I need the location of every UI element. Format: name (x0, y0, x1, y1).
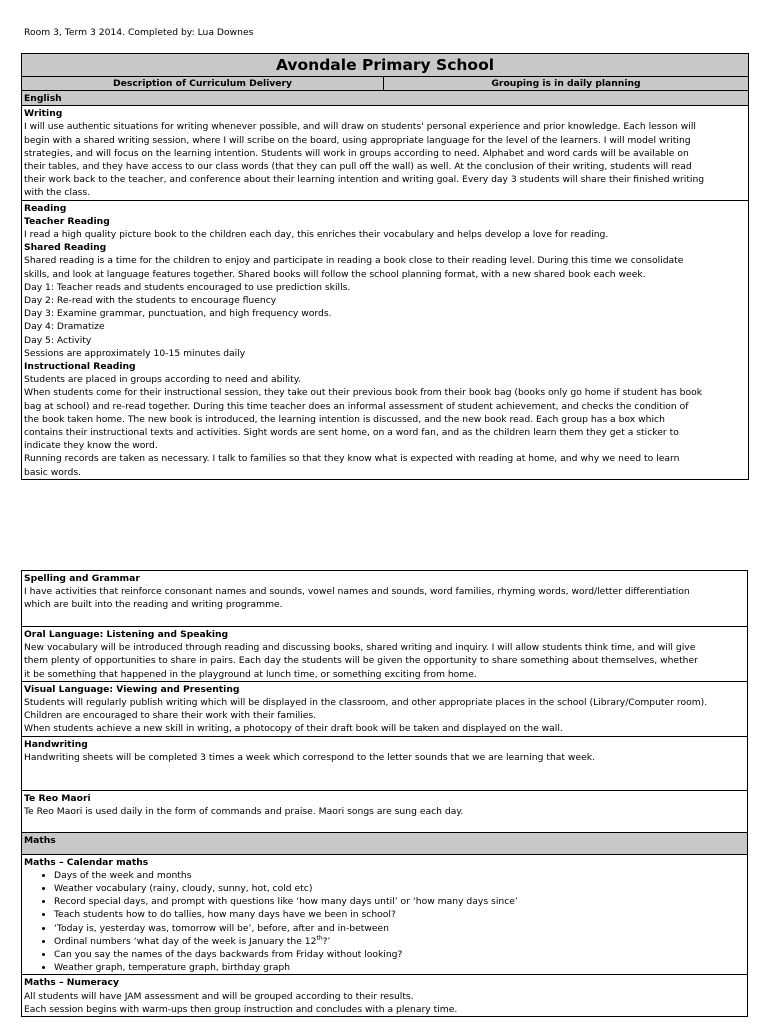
oral-language-heading: Oral Language: Listening and Speaking (24, 629, 229, 640)
te-reo-maori-heading: Te Reo Maori (24, 792, 91, 804)
list-item: • Can you say the names of the days backwards from Friday without looking? (54, 948, 745, 961)
instructional-reading-line: Students are placed in groups according to need and ability. (24, 374, 301, 386)
oral-language-line: them plenty of opportunities to share in pairs. Each day the students will be given the opportunity to share something about themselves, whether (24, 655, 698, 667)
shared-reading-line: Day 2: Re-read with the students to encourage fluency (24, 295, 277, 307)
document-header-line: Room 3, Term 3 2014. Completed by: Lua Downes (24, 27, 254, 38)
spelling-line: which are built into the reading and writing programme. (24, 599, 283, 611)
numeracy-heading: Maths – Numeracy (24, 977, 119, 989)
numeracy-line: All students will have JAM assessment and will be grouped according to their results. (24, 990, 414, 1002)
reading-heading: Reading (24, 202, 67, 214)
shared-reading-line: Shared reading is a time for the children to enjoy and participate in reading a book close to their reading level. During this time we consolidate (24, 255, 684, 267)
numeracy-cell (22, 975, 748, 1017)
list-item: • Days of the week and months (54, 869, 745, 882)
visual-language-line: Students will regularly publish writing which will be displayed in the classroom, and other appropriate places in the school (Library/Computer room). (24, 697, 708, 709)
handwriting-heading: Handwriting (24, 738, 88, 750)
visual-language-line: When students achieve a new skill in writing, a photocopy of their draft book will be taken and displayed on the wall. (24, 723, 563, 735)
ordinal-text: Ordinal numbers ‘what day of the week is January the 12 (54, 935, 317, 947)
school-title: Avondale Primary School (22, 54, 749, 77)
list-item (54, 935, 745, 948)
shared-reading-line: Day 1: Teacher reads and students encouraged to use prediction skills. (24, 281, 351, 293)
teacher-reading-heading: Teacher Reading (24, 215, 110, 227)
instructional-reading-line: contains their instructional texts and activities. Sight words are sent home, on a word fan, and as the children learn them they get a sticker to (24, 427, 679, 439)
list-item: • Weather graph, temperature graph, birthday graph (54, 961, 745, 974)
shared-reading-line: Day 4: Dramatize (24, 321, 105, 333)
list-item: • Teach students how to do tallies, how many days have we been in school? (54, 908, 745, 921)
section-maths: Maths (22, 832, 748, 854)
curriculum-table-top (21, 53, 749, 480)
reading-cell (22, 200, 749, 479)
writing-line: begin with a shared writing session, where I will scribe on the board, using appropriate language for the level of the learners. I will model writing (24, 134, 691, 146)
numeracy-line: Each session begins with warm-ups then group instruction and concludes with a plenary time. (24, 1003, 458, 1015)
shared-reading-line: Day 5: Activity (24, 334, 92, 346)
list-item: • Record special days, and prompt with questions like ‘how many days until’ or ‘how many days since’ (54, 895, 745, 908)
writing-line: their work back to the teacher, and conference about their learning intention and writing goal. Every day 3 students will share their finished writing (24, 174, 705, 186)
instructional-reading-line: bag at school) and re-read together. During this time teacher does an informal assessment of student achievement, and checks the condition of (24, 400, 689, 412)
column-header-grouping: Grouping is in daily planning (384, 77, 749, 91)
list-item: • ‘Today is, yesterday was, tomorrow will be’, before, after and in-between (54, 922, 745, 935)
writing-heading: Writing (24, 108, 63, 120)
shared-reading-line: Sessions are approximately 10-15 minutes daily (24, 347, 246, 359)
handwriting-cell (22, 736, 748, 790)
shared-reading-line: Day 3: Examine grammar, punctuation, and high frequency words. (24, 308, 332, 320)
oral-language-line: it be something that happened in the playground at lunch time, or something exciting from home. (24, 668, 477, 680)
te-reo-maori-cell (22, 790, 748, 832)
instructional-reading-line: When students come for their instructional session, they take out their previous book from their book bag (books only go home if student has book (24, 387, 703, 399)
visual-language-cell (22, 681, 748, 736)
calendar-maths-heading: Maths – Calendar maths (24, 856, 149, 868)
calendar-maths-list (24, 869, 745, 975)
spelling-heading: Spelling and Grammar (24, 573, 140, 584)
teacher-reading-line: I read a high quality picture book to the children each day, this enriches their vocabulary and helps develop a love for reading. (24, 229, 609, 241)
writing-line: I will use authentic situations for writing whenever possible, and will draw on students' personal experience and prior knowledge. Each lesson will (24, 121, 696, 133)
column-header-description: Description of Curriculum Delivery (22, 77, 384, 91)
curriculum-table-bottom (21, 570, 748, 1017)
visual-language-line: Children are encouraged to share their work with their families. (24, 710, 317, 722)
shared-reading-line: skills, and look at language features together. Shared books will follow the school planning format, with a new shared book each week. (24, 268, 646, 280)
list-item: • Weather vocabulary (rainy, cloudy, sunny, hot, cold etc) (54, 882, 745, 895)
spelling-line: I have activities that reinforce consonant names and sounds, vowel names and sounds, word families, rhyming words, word/letter differentiation (24, 586, 690, 598)
instructional-reading-line: the book taken home. The new book is introduced, the learning intention is discussed, and the new book read. Each group has a box which (24, 413, 665, 425)
writing-line: strategies, and will focus on the learning intention. Students will work in groups according to need. Alphabet and word cards will be available on (24, 147, 689, 159)
writing-line: with the class. (24, 187, 91, 199)
instructional-reading-line: Running records are taken as necessary. I talk to families so that they know what is expected with reading at home, and why we need to learn (24, 453, 680, 465)
te-reo-maori-line: Te Reo Maori is used daily in the form of commands and praise. Maori songs are sung each day. (24, 805, 464, 817)
section-english: English (22, 91, 749, 106)
instructional-reading-heading: Instructional Reading (24, 361, 136, 373)
instructional-reading-line: basic words. (24, 466, 82, 478)
oral-language-cell (22, 627, 748, 682)
writing-line: their tables, and they have access to our class words (that they can pull off the wall) as well. At the conclusion of their writing, students will read (24, 161, 692, 173)
instructional-reading-line: indicate they know the word. (24, 440, 158, 452)
writing-cell (22, 106, 749, 200)
ordinal-superscript: th (316, 934, 323, 942)
visual-language-heading: Visual Language: Viewing and Presenting (24, 683, 240, 695)
oral-language-line: New vocabulary will be introduced through reading and discussing books, shared writing and inquiry. I will allow students think time, and will give (24, 642, 696, 654)
shared-reading-heading: Shared Reading (24, 242, 107, 254)
ordinal-end: ?’ (322, 935, 331, 947)
calendar-maths-cell (22, 854, 748, 975)
spelling-grammar-cell (22, 571, 748, 627)
handwriting-line: Handwriting sheets will be completed 3 times a week which correspond to the letter sounds that we are learning that week. (24, 751, 595, 763)
